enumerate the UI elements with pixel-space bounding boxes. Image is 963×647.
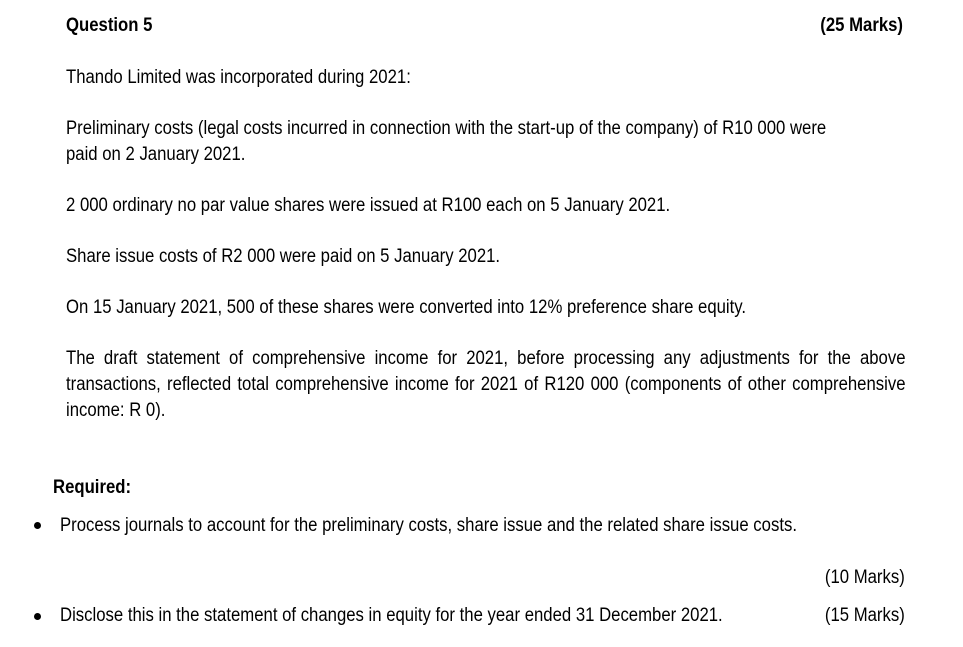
intro-text: Thando Limited was incorporated during 2021:: [66, 67, 411, 88]
preliminary-costs-line-1: Preliminary costs (legal costs incurred in connection with the start-up of the company) of R10 000 were: [66, 118, 827, 139]
required-item-1-marks: (10 Marks): [825, 567, 905, 588]
required-item-1-text: Process journals to account for the preliminary costs, share issue and the related share issue costs.: [60, 515, 797, 536]
bullet-icon: [34, 613, 41, 620]
required-heading: Required:: [53, 477, 132, 498]
comprehensive-income-text: The draft statement of comprehensive income for 2021, before processing any adjustments for the above transactions, reflected total comprehensive income for 2021 of R120 000 (components of other comprehensive income: R 0).: [66, 348, 906, 421]
required-item-2-text: Disclose this in the statement of changes in equity for the year ended 31 December 2021.: [60, 605, 723, 626]
share-issue-text: 2 000 ordinary no par value shares were issued at R100 each on 5 January 2021.: [66, 195, 671, 216]
required-item-2-marks: (15 Marks): [825, 605, 905, 626]
question-total-marks: (25 Marks): [820, 15, 903, 36]
bullet-icon: [34, 522, 41, 529]
share-issue-costs-text: Share issue costs of R2 000 were paid on 5 January 2021.: [66, 246, 501, 267]
question-title: Question 5: [66, 15, 153, 36]
preliminary-costs-line-2: paid on 2 January 2021.: [66, 144, 246, 165]
conversion-text: On 15 January 2021, 500 of these shares were converted into 12% preference share equity.: [66, 297, 747, 318]
